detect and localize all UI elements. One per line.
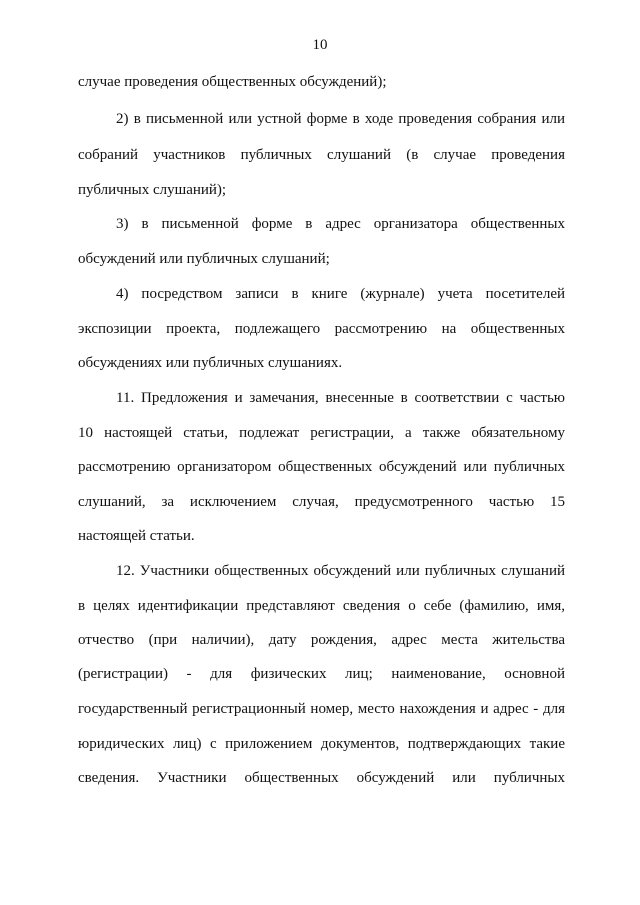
text-line: 2) в письменной или устной форме в ходе проведения собрания или (116, 111, 565, 127)
text-line: слушаний, за исключением случая, предусмотренного частью 15 (78, 494, 565, 510)
text-line: 4) посредством записи в книге (журнале) учета посетителей (116, 286, 565, 302)
text-line: 11. Предложения и замечания, внесенные в соответствии с частью (116, 390, 565, 406)
text-line: в целях идентификации представляют сведения о себе (фамилию, имя, (78, 598, 565, 614)
text-line: настоящей статьи. (78, 528, 195, 544)
text-line: обсуждениях или публичных слушаниях. (78, 355, 343, 371)
text-line: сведения. Участники общественных обсуждений или публичных (78, 770, 565, 786)
text-line: рассмотрению организатором общественных обсуждений или публичных (78, 459, 565, 475)
text-line: (регистрации) - для физических лиц; наименование, основной (78, 666, 565, 682)
text-line: государственный регистрационный номер, место нахождения и адрес - для (78, 701, 565, 717)
text-line: публичных слушаний); (78, 182, 227, 198)
text-line: случае проведения общественных обсуждений); (78, 74, 387, 90)
text-line: 12. Участники общественных обсуждений или публичных слушаний (116, 563, 565, 579)
text-line: юридических лиц) с приложением документов, подтверждающих такие (78, 736, 565, 752)
text-line: обсуждений или публичных слушаний; (78, 251, 330, 267)
text-line: 10 настоящей статьи, подлежат регистрации, а также обязательному (78, 425, 565, 441)
text-line: отчество (при наличии), дату рождения, адрес места жительства (78, 632, 565, 648)
text-line: 3) в письменной форме в адрес организатора общественных (116, 216, 565, 232)
page-number: 10 (312, 37, 328, 53)
text-line: собраний участников публичных слушаний (в случае проведения (78, 147, 565, 163)
text-line: экспозиции проекта, подлежащего рассмотрению на общественных (78, 321, 565, 337)
